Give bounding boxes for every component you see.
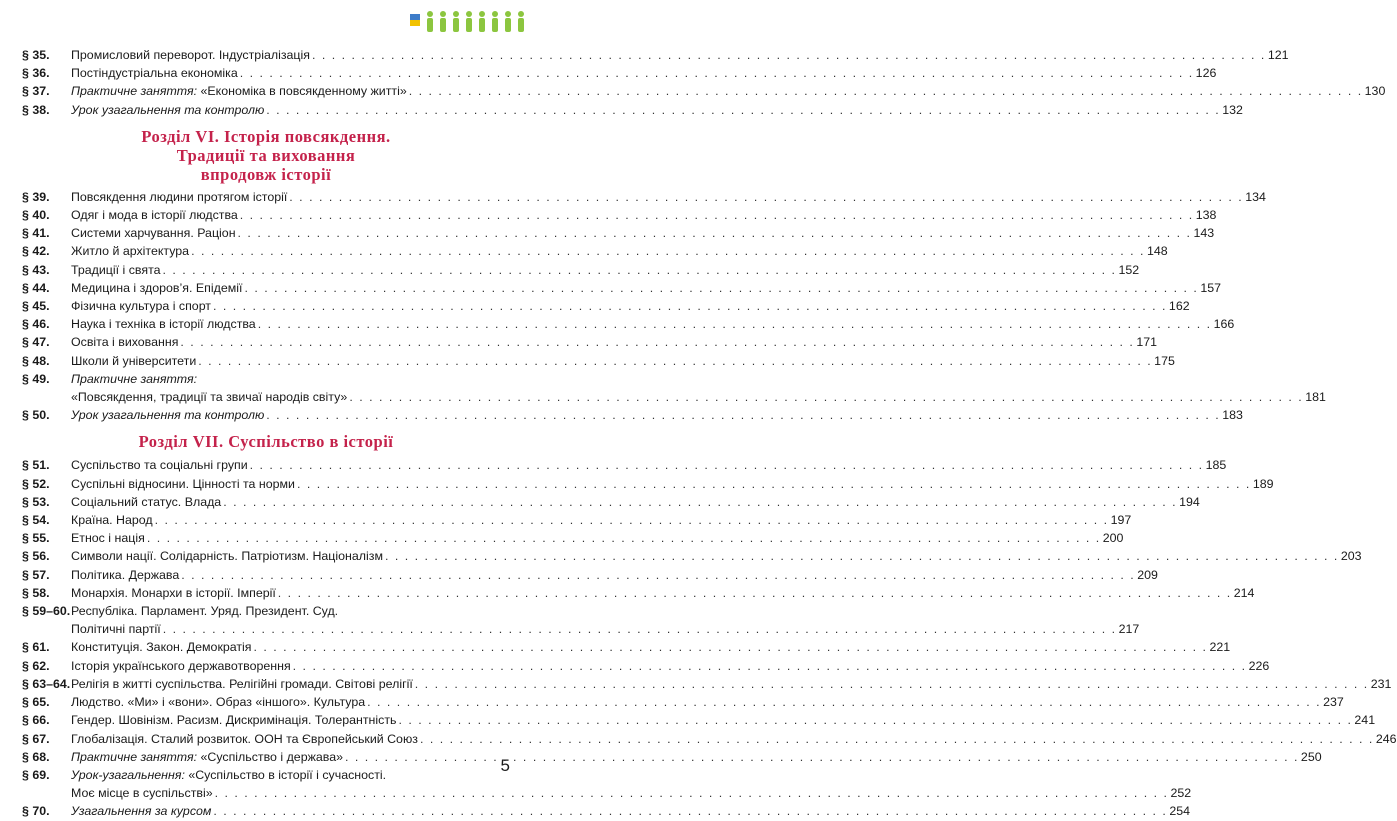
- toc-row-42[interactable]: [22, 242, 1168, 260]
- page-ref: 183: [1222, 408, 1243, 423]
- section-number: § 43.: [22, 262, 50, 277]
- section-title: Наука і техніка в історії людства: [71, 317, 256, 332]
- section-number: § 69.: [22, 767, 50, 782]
- section-number: § 42.: [22, 244, 50, 259]
- dot-leader: [420, 730, 1374, 748]
- section-number: § 51.: [22, 458, 50, 473]
- page-ref: 237: [1323, 695, 1344, 710]
- toc-row-67[interactable]: [22, 730, 1397, 748]
- page-ref: 148: [1146, 244, 1168, 259]
- dot-leader: [191, 242, 1145, 260]
- toc-row-46[interactable]: [22, 315, 1235, 333]
- dot-leader: [398, 711, 1352, 729]
- page-ref: 194: [1179, 494, 1200, 509]
- toc-row-50[interactable]: [22, 406, 1243, 424]
- section-title-continued: Моє місце в суспільстві»: [71, 786, 213, 801]
- toc-row-47[interactable]: [22, 333, 1158, 351]
- section-title: Повсякдення людини протягом історії: [71, 189, 288, 204]
- section-title: Історія українського державотворення: [71, 658, 291, 673]
- toc-row-41[interactable]: [22, 224, 1215, 242]
- dot-leader: [244, 279, 1198, 297]
- section-number: § 62.: [22, 658, 50, 673]
- dot-leader: [297, 475, 1251, 493]
- toc-row-48[interactable]: [22, 352, 1175, 370]
- section-number: § 61.: [22, 640, 50, 655]
- page-ref: 152: [1118, 262, 1140, 277]
- dot-leader: [213, 802, 1167, 820]
- dot-leader: [240, 64, 1194, 82]
- toc-row-43[interactable]: [22, 261, 1140, 279]
- page-ref: 138: [1195, 208, 1217, 223]
- section-title: Школи й університети: [71, 353, 197, 368]
- page-ref: 209: [1137, 567, 1158, 582]
- dot-leader: [240, 206, 1194, 224]
- section-number: § 40.: [22, 208, 50, 223]
- toc-row-44[interactable]: [22, 279, 1222, 297]
- table-of-contents: [22, 46, 1397, 821]
- section-number: § 65.: [22, 695, 50, 710]
- dot-leader: [215, 784, 1169, 802]
- section-title: Релігія в житті суспільства. Релігійні громади. Світові релігії: [71, 676, 413, 691]
- page-ref: 246: [1375, 731, 1397, 746]
- dot-leader: [155, 511, 1109, 529]
- section-title-continued: Політичні партії: [71, 622, 161, 637]
- dot-leader: [293, 657, 1247, 675]
- section-number: § 38.: [22, 102, 50, 117]
- section-number: § 56.: [22, 549, 50, 564]
- section-title-continued: «Повсякдення, традиції та звичаї народів світу»: [71, 390, 348, 405]
- page-ref: 189: [1252, 476, 1274, 491]
- section-title: Урок узагальнення та контролю: [71, 408, 265, 423]
- toc-row-37[interactable]: [22, 82, 1386, 100]
- page-ref: 241: [1354, 713, 1376, 728]
- section-title: Суспільство та соціальні групи: [71, 458, 248, 473]
- section-number: § 58.: [22, 585, 50, 600]
- section-number: § 35.: [22, 48, 50, 62]
- section-title: Монархія. Монархи в історії. Імперії: [71, 585, 276, 600]
- section-number: § 49.: [22, 371, 50, 386]
- toc-row-45[interactable]: [22, 297, 1190, 315]
- toc-row-61[interactable]: [22, 638, 1231, 656]
- page-ref: 226: [1248, 658, 1270, 673]
- section-title: Одяг і мода в історії людства: [71, 208, 238, 223]
- toc-row-51[interactable]: [22, 456, 1227, 474]
- section-title: Етнос і нація: [71, 531, 145, 546]
- section-title: Житло й архітектура: [71, 244, 190, 259]
- section-title: Медицина і здоров’я. Епідемії: [71, 280, 243, 295]
- page-ref: 181: [1305, 390, 1326, 405]
- section-title: Традиції і свята: [71, 262, 161, 277]
- section-title: Практичне заняття: «Економіка в повсякденному житті»: [71, 84, 407, 99]
- section-number: § 67.: [22, 731, 50, 746]
- dot-leader: [266, 406, 1220, 424]
- dot-leader: [180, 333, 1134, 351]
- dot-leader: [385, 547, 1339, 565]
- page-ref: 130: [1364, 84, 1386, 99]
- section-title: Республіка. Парламент. Уряд. Президент. Суд.: [71, 604, 339, 619]
- page-ref: 162: [1168, 299, 1190, 314]
- toc-row-69[interactable]: [22, 766, 510, 784]
- section-number: § 68.: [22, 749, 50, 764]
- page-ref: 250: [1300, 749, 1322, 764]
- dot-leader: [213, 297, 1167, 315]
- page-ref: 231: [1370, 676, 1392, 691]
- section-title: Конституція. Закон. Демократія: [71, 640, 252, 655]
- section-number: § 46.: [22, 317, 50, 332]
- page-ref: 203: [1340, 549, 1362, 564]
- dot-leader: [254, 638, 1208, 656]
- page-ref: 197: [1110, 513, 1132, 528]
- section-title: Системи харчування. Раціон: [71, 226, 236, 241]
- section-title: Урок узагальнення та контролю: [71, 102, 265, 117]
- toc-row-57[interactable]: [22, 566, 1158, 584]
- page-ref: 254: [1169, 804, 1191, 819]
- dot-leader: [278, 584, 1232, 602]
- toc-row-52[interactable]: [22, 475, 1274, 493]
- chapter-heading-7: Розділ VII. Суспільство в історії: [138, 432, 394, 452]
- section-number: § 36.: [22, 66, 50, 81]
- toc-row-39[interactable]: [22, 188, 1266, 206]
- toc-row-59-60[interactable]: [22, 602, 510, 620]
- toc-row-55[interactable]: [22, 529, 1124, 547]
- section-title: Практичне заняття:: [71, 371, 198, 386]
- toc-row-56[interactable]: [22, 547, 1362, 565]
- dot-leader: [147, 529, 1101, 547]
- section-number: § 48.: [22, 353, 50, 368]
- dot-leader: [198, 352, 1152, 370]
- page-ref: 185: [1205, 458, 1227, 473]
- toc-row-49[interactable]: [22, 370, 510, 388]
- page-ref: 134: [1245, 189, 1266, 204]
- page-number: 5: [500, 756, 510, 775]
- section-number: § 52.: [22, 476, 50, 491]
- toc-row-35[interactable]: [22, 46, 1289, 64]
- dot-leader: [266, 101, 1220, 119]
- section-number: § 50.: [22, 408, 50, 423]
- dot-leader: [345, 748, 1299, 766]
- section-title: Символи нації. Солідарність. Патріотизм. Націоналізм: [71, 549, 383, 564]
- page-ref: 175: [1154, 353, 1175, 368]
- dot-leader: [349, 388, 1303, 406]
- dot-leader: [312, 46, 1266, 64]
- section-number: § 37.: [22, 84, 50, 99]
- section-title: Постіндустріальна економіка: [71, 66, 238, 81]
- section-title: Урок-узагальнення: «Суспільство в історії і сучасності.: [71, 767, 387, 782]
- dot-leader: [258, 315, 1212, 333]
- dot-leader: [367, 693, 1321, 711]
- dot-leader: [223, 493, 1177, 511]
- toc-row-70[interactable]: [22, 802, 1191, 820]
- page-ref: 166: [1213, 317, 1235, 332]
- page-ref: 157: [1200, 280, 1222, 295]
- section-title: Глобалізація. Сталий розвиток. ООН та Європейський Союз: [71, 731, 418, 746]
- page-ref: 221: [1209, 640, 1231, 655]
- section-number: § 63–64.: [22, 676, 71, 691]
- toc-row-62[interactable]: [22, 657, 1270, 675]
- section-number: § 44.: [22, 280, 50, 295]
- dot-leader: [415, 675, 1369, 693]
- section-number: § 59–60.: [22, 604, 71, 619]
- toc-row-63-64[interactable]: [22, 675, 1392, 693]
- dot-leader: [250, 456, 1204, 474]
- section-number: § 66.: [22, 713, 50, 728]
- section-number: § 47.: [22, 335, 50, 350]
- section-number: § 57.: [22, 567, 50, 582]
- page-ref: 171: [1136, 335, 1158, 350]
- section-title: Політика. Держава: [71, 567, 180, 582]
- section-title: Фізична культура і спорт: [71, 299, 211, 314]
- toc-row-68[interactable]: [22, 748, 1322, 766]
- dot-leader: [289, 188, 1243, 206]
- toc-row-53[interactable]: [22, 493, 1200, 511]
- section-title: Промисловий переворот. Індустріалізація: [71, 48, 310, 62]
- section-title: Людство. «Ми» і «вони». Образ «іншого». Культура: [71, 695, 366, 710]
- section-title: Освіта і виховання: [71, 335, 179, 350]
- page-ref: 121: [1267, 48, 1289, 62]
- section-number: § 70.: [22, 804, 50, 819]
- dot-leader: [163, 261, 1117, 279]
- section-title: Країна. Народ: [71, 513, 153, 528]
- toc-row-54[interactable]: [22, 511, 1132, 529]
- toc-row-69-continued[interactable]: [22, 784, 1192, 802]
- toc-row-38[interactable]: [22, 101, 1243, 119]
- section-number: § 54.: [22, 513, 50, 528]
- section-title: Гендер. Шовінізм. Расизм. Дискримінація. Толерантність: [71, 713, 397, 728]
- section-number: § 45.: [22, 299, 50, 314]
- section-number: § 53.: [22, 494, 50, 509]
- dot-leader: [238, 224, 1192, 242]
- section-number: § 41.: [22, 226, 50, 241]
- section-title: Суспільні відносини. Цінності та норми: [71, 476, 295, 491]
- toc-row-36[interactable]: [22, 64, 1217, 82]
- toc-row-49-continued[interactable]: [22, 388, 1326, 406]
- toc-row-66[interactable]: [22, 711, 1376, 729]
- page-ref: 252: [1170, 786, 1192, 801]
- page-ref: 217: [1118, 622, 1140, 637]
- dot-leader: [163, 620, 1117, 638]
- section-title: Практичне заняття: «Суспільство і держава»: [71, 749, 343, 764]
- section-number: § 39.: [22, 189, 50, 204]
- decorative-people-banner-icon: [410, 8, 528, 34]
- page-ref: 214: [1233, 585, 1255, 600]
- section-number: § 55.: [22, 531, 50, 546]
- toc-row-65[interactable]: [22, 693, 1344, 711]
- dot-leader: [409, 82, 1363, 100]
- page-ref: 143: [1193, 226, 1215, 241]
- page-ref: 132: [1222, 102, 1243, 117]
- toc-row-58[interactable]: [22, 584, 1255, 602]
- dot-leader: [181, 566, 1135, 584]
- toc-row-40[interactable]: [22, 206, 1217, 224]
- section-title: Соціальний статус. Влада: [71, 494, 222, 509]
- chapter-heading-6: Розділ VI. Історія повсякдення. Традиції та виховання впродовж історії: [141, 126, 391, 184]
- toc-row-59-60-continued[interactable]: [22, 620, 1140, 638]
- page-ref: 200: [1102, 531, 1124, 546]
- section-title: Узагальнення за курсом: [71, 804, 212, 819]
- page-ref: 126: [1195, 66, 1217, 81]
